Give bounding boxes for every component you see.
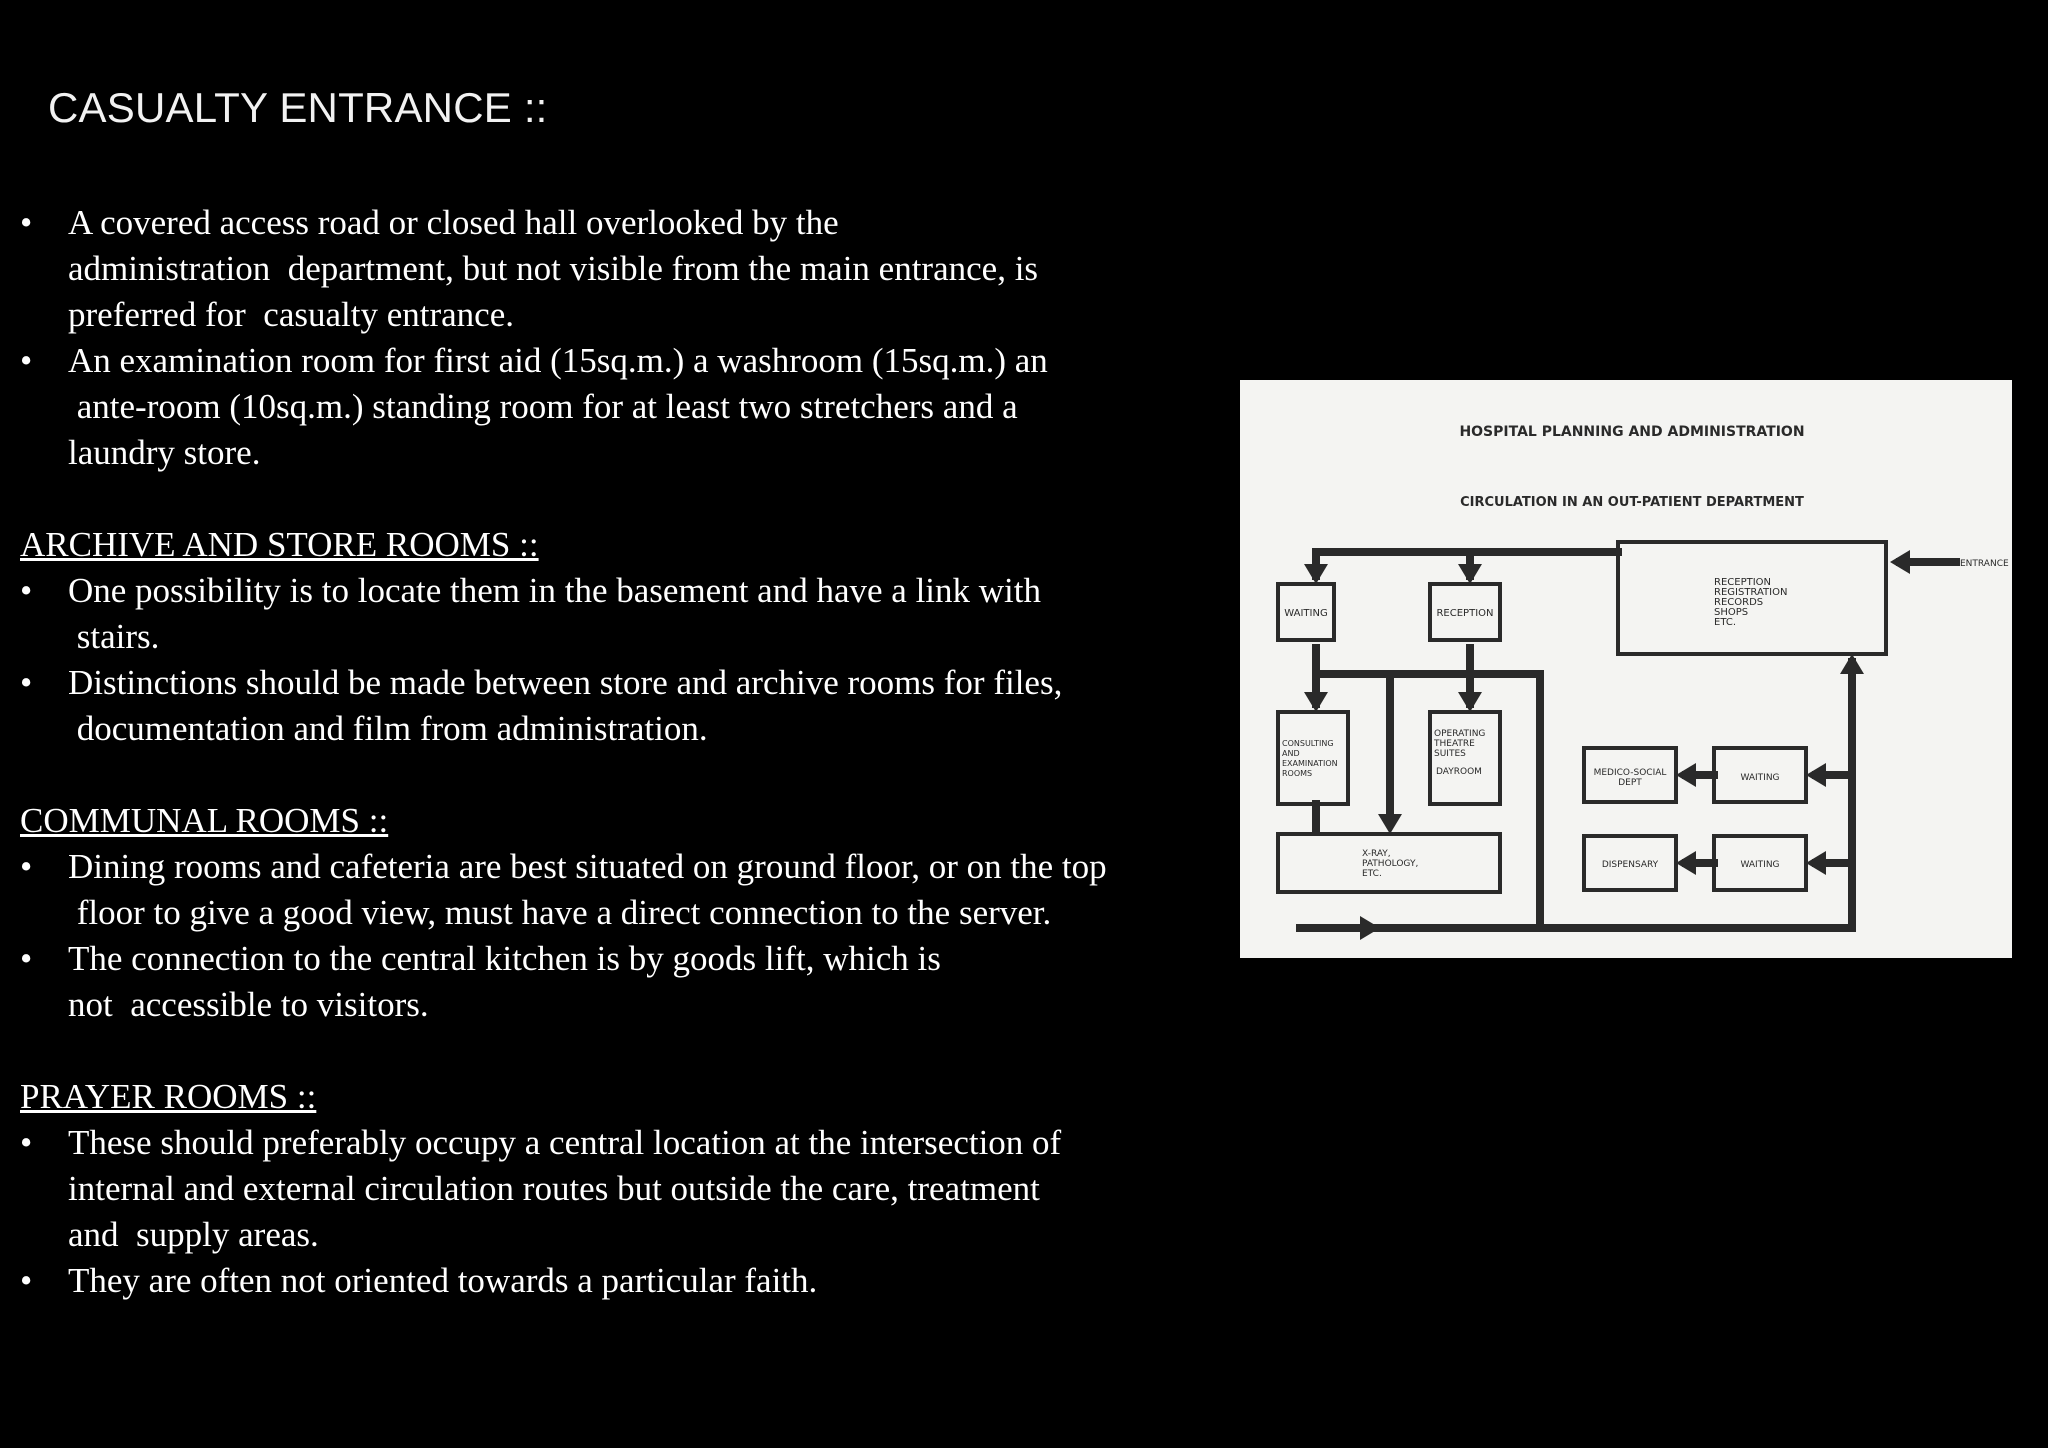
- bullet-item: [20, 660, 1240, 752]
- reception-block-line-3: RECORDS: [1714, 597, 1764, 608]
- bullet-line: One possibility is to locate them in the basement and have a link with: [68, 571, 1041, 610]
- bullet-dot: •: [20, 1123, 33, 1162]
- bullet-line: floor to give a good view, must have a direct connection to the server.: [68, 893, 1052, 932]
- communal-bullets: [20, 844, 1240, 1028]
- medico-social-line-1: MEDICO-SOCIAL: [1593, 768, 1667, 778]
- prayer-heading: PRAYER ROOMS ::: [20, 1077, 317, 1116]
- bullet-line: stairs.: [68, 617, 160, 656]
- archive-bullets: [20, 568, 1240, 752]
- bullet-item: [20, 1120, 1240, 1258]
- reception-block-line-1: RECEPTION: [1714, 577, 1772, 588]
- dispensary-label: DISPENSARY: [1601, 860, 1659, 870]
- bullet-line: ante-room (10sq.m.) standing room for at least two stretchers and a: [68, 387, 1018, 426]
- bullet-dot: •: [20, 939, 33, 978]
- operating-line-2: THEATRE: [1434, 739, 1475, 749]
- xray-line-1: X-RAY,: [1362, 849, 1391, 859]
- bullet-dot: •: [20, 1261, 33, 1300]
- bullet-line: and supply areas.: [68, 1215, 319, 1254]
- circulation-paths: [1300, 552, 1956, 928]
- bullet-line: Dining rooms and cafeteria are best situated on ground floor, or on the top: [68, 847, 1107, 886]
- xray-line-3: ETC.: [1362, 869, 1382, 879]
- bullet-line: preferred for casualty entrance.: [68, 295, 514, 334]
- bullet-dot: •: [20, 847, 33, 886]
- bullet-line: laundry store.: [68, 433, 261, 472]
- bullet-item: [20, 936, 1240, 1028]
- circulation-diagram: [1240, 380, 2012, 958]
- consulting-line-1: CONSULTING: [1282, 739, 1334, 748]
- reception-label: RECEPTION: [1436, 608, 1494, 619]
- bullet-line: They are often not oriented towards a particular faith.: [68, 1261, 818, 1300]
- waiting-label-2: WAITING: [1740, 773, 1780, 783]
- consulting-line-2: AND: [1282, 749, 1300, 758]
- bullet-line: These should preferably occupy a central location at the intersection of: [68, 1123, 1062, 1162]
- bullet-line: An examination room for first aid (15sq.m.) a washroom (15sq.m.) an: [68, 341, 1048, 380]
- operating-line-1: OPERATING: [1434, 729, 1486, 739]
- bullet-line: Distinctions should be made between store and archive rooms for files,: [68, 663, 1063, 702]
- diagram-caption: CIRCULATION IN AN OUT-PATIENT DEPARTMENT: [1460, 495, 1804, 510]
- entrance-label: ENTRANCE: [1960, 559, 2009, 569]
- bullet-item: [20, 200, 1240, 338]
- circulation-diagram-svg: [1240, 380, 2012, 958]
- bullet-line: The connection to the central kitchen is by goods lift, which is: [68, 939, 941, 978]
- bullet-dot: •: [20, 663, 33, 702]
- bullet-line: documentation and film from administration.: [68, 709, 708, 748]
- bullet-dot: •: [20, 203, 33, 242]
- reception-block-line-2: REGISTRATION: [1714, 587, 1788, 598]
- prayer-bullets: [20, 1120, 1240, 1304]
- consulting-box: [1278, 712, 1348, 804]
- operating-line-3: SUITES: [1434, 749, 1466, 759]
- diagram-boxes: [1278, 542, 1886, 892]
- xray-line-2: PATHOLOGY,: [1362, 859, 1419, 869]
- bullet-dot: •: [20, 571, 33, 610]
- waiting-label-3: WAITING: [1740, 860, 1780, 870]
- bullet-line: administration department, but not visible from the main entrance, is: [68, 249, 1039, 288]
- reception-block-line-5: ETC.: [1714, 617, 1737, 628]
- dayroom-label: DAYROOM: [1436, 767, 1482, 777]
- bullet-item: [20, 844, 1240, 936]
- arrowheads: [1304, 550, 1910, 940]
- casualty-bullets: [20, 200, 1240, 476]
- consulting-line-4: ROOMS: [1282, 769, 1313, 778]
- bullet-item: [20, 568, 1240, 660]
- consulting-line-3: EXAMINATION: [1282, 759, 1338, 768]
- bullet-line: internal and external circulation routes but outside the care, treatment: [68, 1169, 1040, 1208]
- bullet-item: [20, 338, 1240, 476]
- reception-block-line-4: SHOPS: [1714, 607, 1749, 618]
- medico-social-line-2: DEPT: [1618, 778, 1642, 788]
- bullet-line: not accessible to visitors.: [68, 985, 429, 1024]
- slide-title: CASUALTY ENTRANCE ::: [48, 84, 548, 131]
- book-header: HOSPITAL PLANNING AND ADMINISTRATION: [1459, 424, 1805, 440]
- bullet-line: A covered access road or closed hall overlooked by the: [68, 203, 839, 242]
- communal-heading: COMMUNAL ROOMS ::: [20, 801, 389, 840]
- waiting-label-1: WAITING: [1284, 608, 1328, 619]
- archive-heading: ARCHIVE AND STORE ROOMS ::: [20, 525, 539, 564]
- bullet-dot: •: [20, 341, 33, 380]
- slide-body: [20, 200, 1240, 1304]
- bullet-item: [20, 1258, 1240, 1304]
